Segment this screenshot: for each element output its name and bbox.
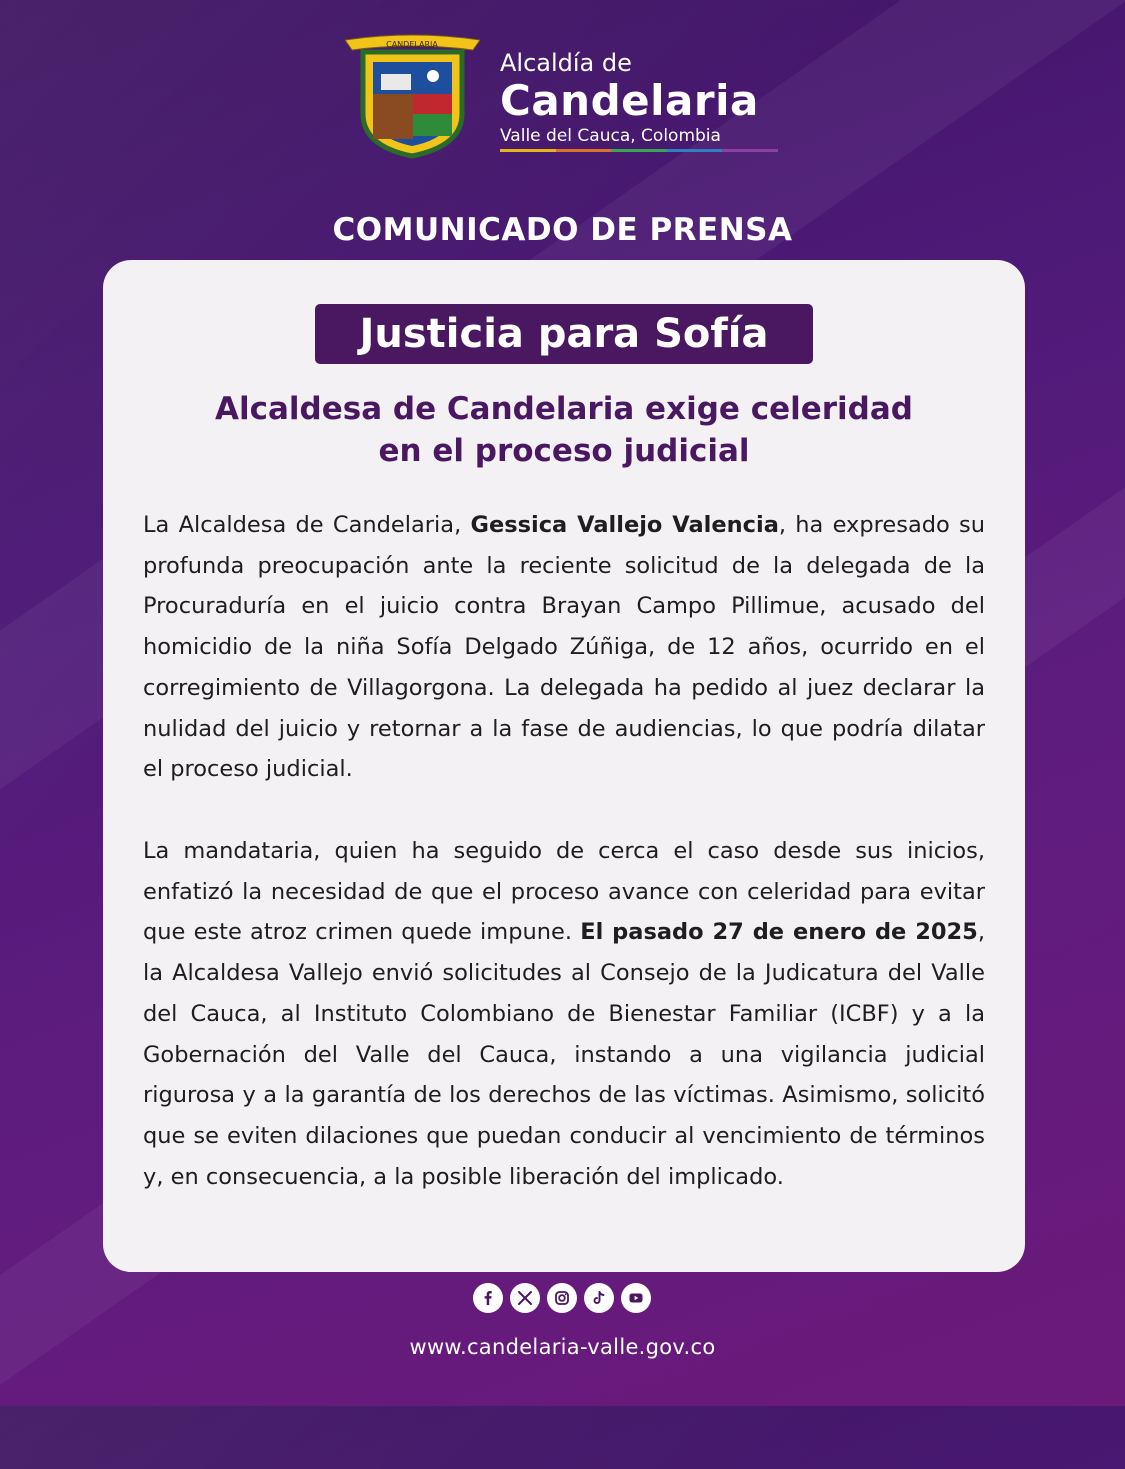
headline: Justicia para Sofía: [315, 304, 813, 364]
subheadline: [143, 388, 985, 472]
candelaria-coat-of-arms-logo: [345, 34, 480, 159]
press-release-label: COMUNICADO DE PRENSA: [332, 212, 793, 248]
paragraph-2-text-c: , la Alcaldesa Vallejo envió solicitudes al Consejo de la Judicatura del Valle del Cauca, al Instituto Colombiano de Bienestar Familiar (ICBF) y a la Gobernación del Valle del Cauca, instando a una vigilancia judicial rigurosa y a la garantía de los derechos de las víctimas. Asimismo, solicitó que se eviten dilaciones que puedan conducir al vencimiento de términos y, en consecuencia, a la posible liberación del implicado.: [143, 919, 985, 1190]
paragraph-1-text-c: , ha expresado su profunda preocupación ante la reciente solicitud de la delegada de la Procuraduría en el juicio contra Brayan Campo Pillimue, acusado del homicidio de la niña Sofía Delgado Zúñiga, de 12 años, ocurrido en el corregimiento de Villagorgona. La delegada ha pedido al juez declarar la nulidad del juicio y retornar a la fase de audiencias, lo que podría dilatar el proceso judicial.: [143, 512, 986, 783]
paragraph-1-bold: Gessica Vallejo Valencia: [470, 512, 779, 538]
content-card: [103, 260, 1025, 1272]
social-icons: [473, 1283, 651, 1313]
subheadline-line1: Alcaldesa de Candelaria exige celeridad: [215, 391, 913, 427]
brand-color-bar: [500, 149, 778, 152]
brand-block: [500, 50, 778, 152]
brand-name: Candelaria: [500, 76, 759, 125]
x-icon[interactable]: [510, 1283, 540, 1313]
tiktok-icon[interactable]: [584, 1283, 614, 1313]
paragraph-1-text-a: La Alcaldesa de Candelaria,: [143, 512, 471, 538]
brand-location: Valle del Cauca, Colombia: [500, 126, 721, 146]
paragraph-2-bold: El pasado 27 de enero de 2025: [580, 919, 978, 946]
paragraph-1: [143, 505, 985, 790]
logo-ribbon-text: CANDELARIA: [386, 40, 438, 49]
paragraph-2: [143, 831, 985, 1197]
paragraph-2-text-a: La mandataria, quien ha seguido de cerca el caso desde sus inicios, enfatizó la necesidad de que el proceso avance con celeridad para evitar que este atroz crimen quede impune.: [143, 838, 985, 946]
brand-line1: Alcaldía de: [500, 49, 632, 77]
subheadline-line2: en el proceso judicial: [378, 433, 750, 469]
facebook-icon[interactable]: [473, 1283, 503, 1313]
youtube-icon[interactable]: [621, 1283, 651, 1313]
header: [345, 32, 795, 162]
website-url[interactable]: www.candelaria-valle.gov.co: [409, 1335, 716, 1359]
instagram-icon[interactable]: [547, 1283, 577, 1313]
